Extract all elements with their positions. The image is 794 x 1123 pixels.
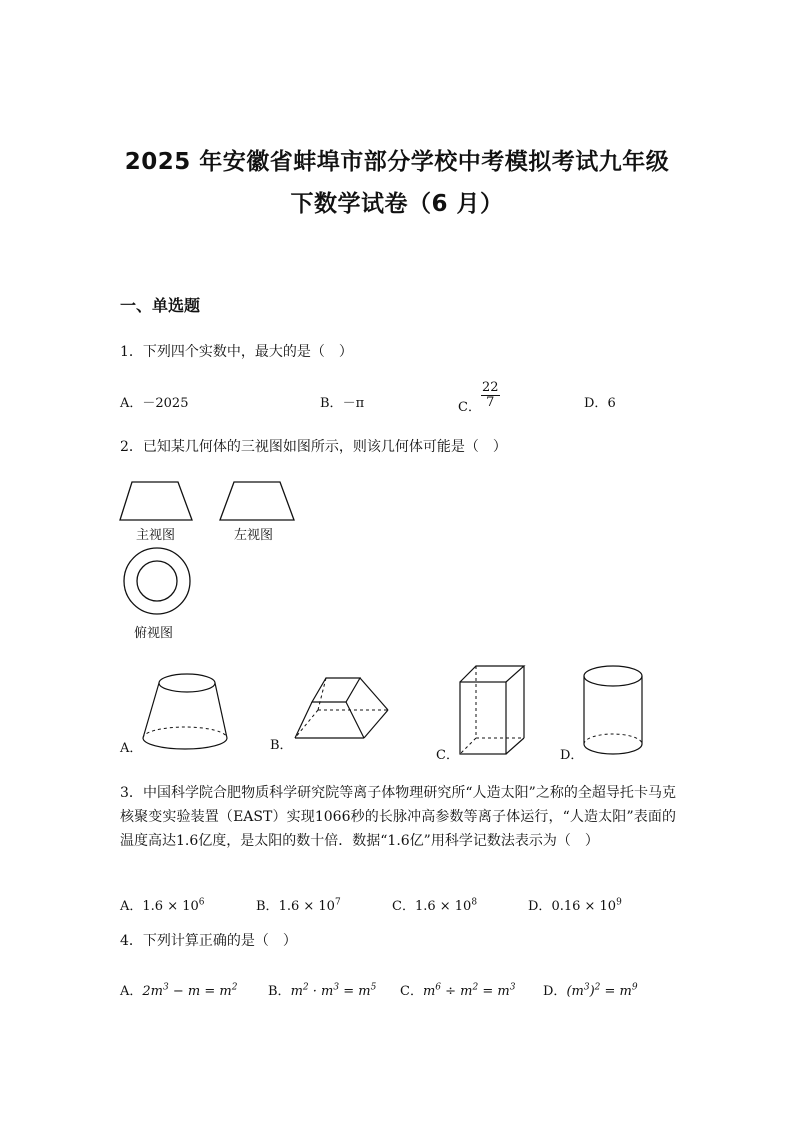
rectangular-prism-solid	[456, 664, 528, 758]
q4-d-exp: 9	[631, 982, 638, 993]
q1-option-c	[458, 381, 500, 415]
q4-option-d-expr	[566, 984, 637, 999]
q4-b-exp: 2	[302, 982, 309, 993]
section-heading: 一、单选题	[120, 296, 201, 315]
q3-option-b-label: B．	[256, 899, 279, 914]
q1-option-a-value: －2025	[142, 396, 189, 411]
q4-c-exp: 3	[509, 982, 516, 993]
q3-option-b-base: 1.6 × 10	[278, 899, 335, 914]
q4-c-part: m	[422, 984, 436, 999]
q1-option-a	[120, 392, 188, 411]
q4-b-exp: 5	[370, 982, 377, 993]
q3-option-c-exponent: 8	[471, 897, 478, 908]
frustum-pyramid-solid	[290, 674, 392, 746]
q1-option-c-numerator: 22	[481, 380, 499, 395]
q4-a-exp: 2	[231, 982, 238, 993]
q2-option-c-label: C．	[436, 748, 459, 763]
q4-option-c-label: C．	[400, 984, 423, 999]
q1-option-d-label: D．	[584, 396, 608, 411]
q4-b-part: · m	[308, 984, 334, 999]
q3-option-b-exponent: 7	[334, 897, 341, 908]
q4-c-part: = m	[478, 984, 510, 999]
q1-option-b-label: B．	[320, 396, 343, 411]
q4-option-b-expr	[291, 984, 377, 999]
q3-option-c-base: 1.6 × 10	[414, 899, 472, 914]
q1-option-b-value: －π	[342, 396, 365, 411]
q2-option-b-label: B．	[270, 738, 293, 753]
q4-option-b	[268, 980, 376, 999]
q4-option-a-expr	[142, 984, 237, 999]
q4-a-exp: 3	[163, 982, 169, 993]
q3-option-a	[120, 895, 205, 914]
q4-b-part: = m	[339, 984, 371, 999]
q4-option-d-label: D．	[543, 984, 567, 999]
q2-option-a-label: A．	[120, 741, 143, 756]
q4-d-part: (m	[566, 984, 584, 999]
q1-option-d-value: 6	[607, 396, 616, 411]
left-view-trapezoid	[218, 478, 298, 524]
left-view-caption: 左视图	[234, 528, 274, 543]
q4-a-part: − m = m	[168, 984, 232, 999]
q3-option-d	[528, 895, 622, 914]
q4-option-a	[120, 980, 237, 999]
q4-c-exp: 6	[435, 982, 442, 993]
q1-option-d	[584, 392, 616, 411]
q4-b-exp: 3	[333, 982, 340, 993]
q4-option-c-expr	[423, 984, 516, 999]
q3-option-c-label: C．	[392, 899, 415, 914]
page-title-line1: 2025 年安徽省蚌埠市部分学校中考模拟考试九年级	[124, 149, 670, 175]
q4-option-c	[400, 980, 515, 999]
q4-d-exp: 2	[594, 982, 601, 993]
q3-option-d-base: 0.16 × 10	[551, 899, 617, 914]
frustum-cone-solid	[140, 670, 230, 754]
cylinder-solid	[582, 664, 646, 758]
front-view-trapezoid	[118, 478, 198, 524]
q4-d-exp: 3	[583, 982, 590, 993]
q4-b-part: m	[290, 984, 303, 999]
q1-option-b	[320, 392, 364, 411]
q3-option-a-label: A．	[120, 899, 143, 914]
question-4-stem: 4．下列计算正确的是（ ）	[120, 933, 297, 949]
q4-option-a-label: A．	[120, 984, 143, 999]
question-3-stem: 3．中国科学院合肥物质科学研究院等离子体物理研究所“人造太阳”之称的全超导托卡马克核聚变实验装置（EAST）实现1066秒的长脉冲高参数等离子体运行，“人造太阳”表面的温度高达1.6亿度，是太阳的数十倍．数据“1.6亿”用科学记数法表示为（ ）	[120, 785, 676, 849]
q1-option-a-label: A．	[120, 396, 143, 411]
q3-option-a-exponent: 6	[198, 897, 205, 908]
q4-option-b-label: B．	[268, 984, 291, 999]
q3-option-c	[392, 895, 477, 914]
q4-c-part: ÷ m	[441, 984, 473, 999]
q3-option-d-exponent: 9	[616, 897, 622, 908]
top-view-circles	[122, 546, 194, 618]
q4-option-d	[543, 980, 638, 999]
question-1-stem: 1．下列四个实数中，最大的是（ ）	[120, 344, 353, 360]
q4-d-part: )	[589, 984, 595, 999]
top-view-caption: 俯视图	[134, 626, 174, 641]
q3-option-d-label: D．	[528, 899, 552, 914]
page-title-line2: 下数学试卷（6 月）	[290, 191, 504, 217]
q4-a-part: 2m	[142, 984, 163, 999]
q4-c-exp: 2	[472, 982, 479, 993]
question-2-stem: 2．已知某几何体的三视图如图所示，则该几何体可能是（ ）	[120, 439, 507, 455]
q1-option-c-label: C．	[458, 400, 481, 415]
q4-d-part: = m	[600, 984, 632, 999]
q2-option-d-label: D．	[560, 748, 584, 763]
q3-option-b	[256, 895, 341, 914]
q1-option-c-fraction	[481, 381, 500, 410]
q1-option-c-denominator: 7	[486, 395, 495, 410]
front-view-caption: 主视图	[136, 528, 176, 543]
q3-option-a-base: 1.6 × 10	[142, 899, 199, 914]
